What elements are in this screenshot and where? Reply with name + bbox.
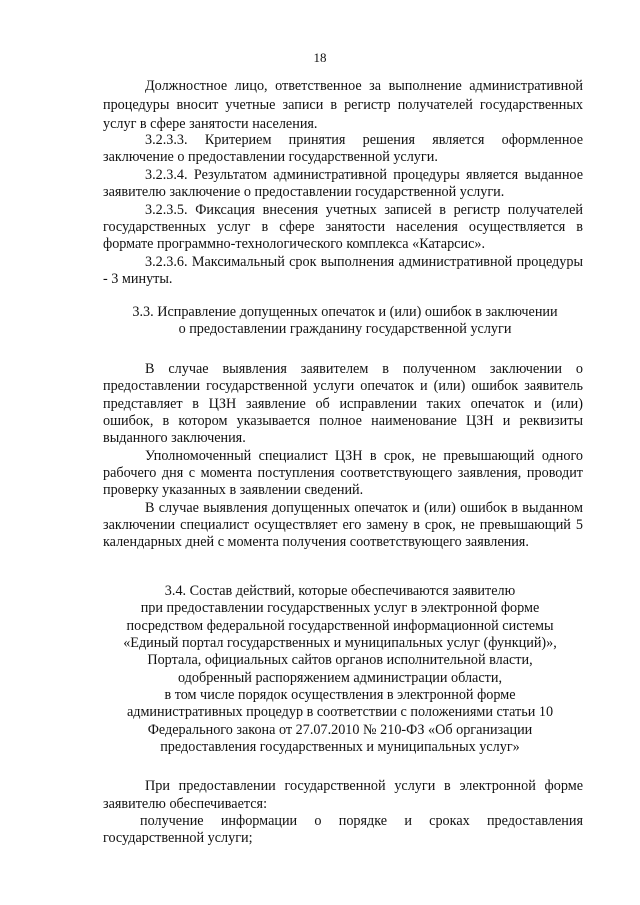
paragraph-line: ошибок, в котором указывается полное наименование ЦЗН и реквизиты [103,413,583,429]
paragraph-line: 3.2.3.3. Критерием принятия решения является оформленное [145,132,583,148]
paragraph-line: заключении специалист осуществляет его замену в срок, не превышающий 5 [103,517,583,533]
paragraph-line: проверку указанных в заявлении сведений. [103,482,364,498]
paragraph-line: получение информации о порядке и сроках предоставления [140,813,583,829]
paragraph-line: заключение о предоставлении государственной услуги. [103,149,438,165]
section-heading: 3.4. Состав действий, которые обеспечиваются заявителю [164,583,516,599]
section-heading: Портала, официальных сайтов органов исполнительной власти, [147,652,533,668]
paragraph-line: В случае выявления заявителем в полученном заключении о [145,361,583,377]
paragraph-line: выданного заключения. [103,430,246,446]
paragraph-line: При предоставлении государственной услуги в электронной форме [145,778,583,794]
paragraph-line: Уполномоченный специалист ЦЗН в срок, не превышающий одного [145,448,583,464]
paragraph-line: В случае выявления допущенных опечаток и (или) ошибок в выданном [145,500,583,516]
paragraph-line: формате программно-технологического комплекса «Катарсис». [103,236,486,252]
section-heading: Федерального закона от 27.07.2010 № 210-ФЗ «Об организации [147,722,533,738]
paragraph-line: - 3 минуты. [103,271,173,287]
paragraph-line: заявителю заключение о предоставлении государственной услуги. [103,184,505,200]
paragraph-line: представляет в ЦЗН заявление об исправлении таких опечаток и (или) [103,396,583,412]
section-heading: административных процедур в соответствии с положениями статьи 10 [126,704,554,720]
section-heading: при предоставлении государственных услуг в электронной форме [140,600,540,616]
paragraph-line: государственной услуги; [103,830,253,846]
paragraph-line: процедуры вносит учетные записи в регистр получателей государственных [103,97,583,113]
paragraph-line: услуг в сфере занятости населения. [103,116,318,132]
section-heading: посредством федеральной государственной информационной системы [126,618,554,634]
section-heading: одобренный распоряжением администрации области, [177,670,502,686]
section-heading: «Единый портал государственных и муниципальных услуг (функций)», [123,635,557,651]
paragraph-line: предоставлении государственной услуги опечаток и (или) ошибок заявитель [103,378,583,394]
paragraph-line: заявителю обеспечивается: [103,796,268,812]
section-heading: о предоставлении гражданину государственной услуги [178,321,512,337]
page-number: 18 [313,50,327,65]
paragraph-line: календарных дней с момента получения соответствующего заявления. [103,534,529,550]
section-heading: в том числе порядок осуществления в электронной форме [164,687,516,703]
paragraph-line: 3.2.3.6. Максимальный срок выполнения административной процедуры [145,254,583,270]
paragraph-line: государственных услуг в сфере занятости населения осуществляется в [103,219,583,235]
paragraph-line: рабочего дня с момента поступления соответствующего заявления, проводит [103,465,583,481]
paragraph-line: 3.2.3.4. Результатом административной процедуры является выданное [145,167,583,183]
paragraph-line: 3.2.3.5. Фиксация внесения учетных записей в регистр получателей [145,202,583,218]
section-heading: предоставления государственных и муниципальных услуг» [160,739,520,755]
paragraph-line: Должностное лицо, ответственное за выполнение административной [145,78,583,94]
section-heading: 3.3. Исправление допущенных опечаток и (или) ошибок в заключении [132,304,558,320]
